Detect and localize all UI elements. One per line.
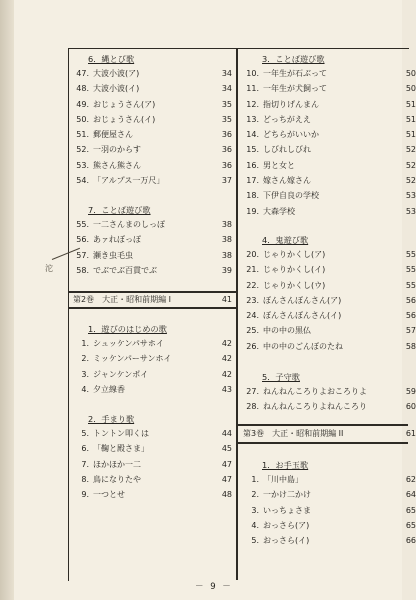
- left-column-v2s1: [68, 322, 236, 397]
- section-list-otedama: [238, 472, 416, 548]
- entry-title: 下伊自良の学校: [263, 191, 319, 201]
- toc-entry: [238, 247, 416, 262]
- entry-page: 62: [405, 475, 416, 484]
- toc-entry: [238, 384, 416, 399]
- entry-page: 53: [405, 191, 416, 201]
- toc-entry: [238, 533, 416, 548]
- section-list-nawatobi: [68, 66, 236, 188]
- entry-page: 48: [221, 490, 232, 500]
- entry-page: 55: [405, 265, 416, 275]
- toc-entry: [68, 97, 236, 112]
- entry-title: ぼんさんぼんさん(ア): [263, 295, 342, 305]
- entry-number: 4.: [251, 520, 259, 530]
- toc-entry: [68, 158, 236, 173]
- toc-entry: [68, 217, 236, 232]
- toc-entry: [238, 142, 416, 157]
- entry-number: 26.: [246, 341, 259, 351]
- entry-page: 65: [405, 505, 416, 515]
- entry-number: 18.: [246, 191, 259, 201]
- entry-page: 50: [405, 84, 416, 94]
- entry-title: 「川中島」: [263, 475, 303, 484]
- entry-page: 42: [221, 354, 232, 364]
- toc-entry: [68, 112, 236, 127]
- entry-number: 7.: [81, 459, 89, 469]
- entry-number: 57.: [76, 250, 89, 260]
- entry-title: 熊さん熊さん: [93, 160, 141, 170]
- entry-title: 一つとせ: [93, 490, 125, 500]
- entry-title: 中の中のごんぼのたね: [263, 341, 343, 351]
- entry-page: 43: [221, 384, 232, 394]
- entry-title: 一年生が犬飼って: [263, 84, 327, 94]
- entry-number: 1.: [251, 475, 259, 484]
- right-column-v3s1: [238, 458, 416, 548]
- toc-entry: [238, 399, 416, 414]
- right-column: [238, 52, 416, 219]
- entry-title: 瀬き虫毛虫: [93, 250, 133, 260]
- entry-page: 47: [221, 459, 232, 469]
- entry-number: 51.: [76, 130, 89, 140]
- entry-number: 21.: [246, 265, 259, 275]
- toc-entry: [68, 426, 236, 441]
- entry-title: でぶでぶ百貫でぶ: [93, 265, 157, 275]
- entry-page: 51: [405, 99, 416, 109]
- section-title-otedama: 1．お手玉歌: [262, 460, 309, 470]
- entry-number: 58.: [76, 265, 89, 275]
- volume-3-page: 61: [405, 429, 416, 438]
- entry-number: 22.: [246, 280, 259, 290]
- entry-page: 38: [221, 220, 232, 229]
- volume-2-header: [68, 292, 236, 308]
- right-column-sec4: [238, 233, 416, 354]
- left-column-sec7: [68, 203, 236, 278]
- entry-number: 2.: [81, 354, 89, 364]
- entry-title: どちらがいいか: [263, 130, 319, 140]
- entry-title: 大波小波(イ): [93, 84, 140, 94]
- entry-title: ねんねんころりよねんころり: [263, 402, 367, 412]
- entry-title: あァれぼっぽ: [93, 235, 141, 245]
- margin-annotation: 沱: [45, 264, 53, 273]
- entry-page: 45: [221, 444, 232, 454]
- entry-number: 10.: [246, 69, 259, 78]
- entry-title: じゃりかくし(イ): [263, 265, 326, 275]
- toc-entry: [238, 308, 416, 323]
- entry-title: 夕立線香: [93, 384, 125, 394]
- entry-title: 大森学校: [263, 206, 295, 216]
- toc-entry: [238, 487, 416, 502]
- entry-title: 大波小波(ア): [93, 69, 140, 78]
- entry-title: 嫁さん嫁さん: [263, 176, 311, 186]
- page-number: － 9 －: [195, 582, 233, 592]
- section-list-komori: [238, 384, 416, 415]
- entry-title: どっちがええ: [263, 114, 311, 124]
- entry-number: 54.: [76, 176, 89, 186]
- entry-number: 3.: [81, 369, 89, 379]
- section-title-oni-asobi: 4．鬼遊び歌: [262, 235, 309, 245]
- section-list-kotoba-asobi-2: [238, 66, 416, 219]
- entry-page: 59: [405, 387, 416, 396]
- toc-entry: [68, 367, 236, 382]
- entry-title: ぼんさんぼんさん(イ): [263, 311, 342, 321]
- volume-2-row: [68, 292, 236, 308]
- entry-number: 6.: [81, 444, 89, 454]
- entry-number: 16.: [246, 160, 259, 170]
- entry-page: 56: [405, 295, 416, 305]
- entry-title: ねんねんころりよおころりよ: [263, 387, 367, 396]
- entry-title: 「アルプス一万尺」: [93, 176, 165, 186]
- entry-title: しびれしびれ: [263, 145, 311, 155]
- section-title-kotoba-asobi-2: 3．ことば遊び歌: [262, 54, 325, 64]
- entry-page: 34: [221, 69, 232, 78]
- entry-number: 17.: [246, 176, 259, 186]
- entry-number: 8.: [81, 474, 89, 484]
- entry-page: 36: [221, 160, 232, 170]
- entry-title: シュッケンパサホイ: [93, 339, 164, 348]
- toc-entry: [68, 441, 236, 456]
- entry-number: 48.: [76, 84, 89, 94]
- section-title-asobi-hajime: 1．遊びのはじめの歌: [88, 324, 167, 334]
- entry-title: じゃりかくし(ア): [263, 250, 326, 259]
- left-column-v2s2: [68, 412, 236, 502]
- entry-page: 55: [405, 280, 416, 290]
- entry-number: 50.: [76, 114, 89, 124]
- entry-title: ミッケンパーサンホイ: [93, 354, 172, 364]
- section-list-asobi-hajime: [68, 336, 236, 397]
- section-list-oni-asobi: [238, 247, 416, 354]
- section-list-temari: [68, 426, 236, 502]
- entry-page: 65: [405, 520, 416, 530]
- entry-page: 50: [405, 69, 416, 78]
- entry-number: 49.: [76, 99, 89, 109]
- entry-page: 47: [221, 474, 232, 484]
- toc-entry: [68, 248, 236, 263]
- toc-entry: [238, 262, 416, 277]
- entry-title: おっさら(イ): [263, 536, 310, 546]
- rule-vol3-bottom: [238, 442, 408, 444]
- entry-number: 15.: [246, 145, 259, 155]
- toc-entry: [68, 232, 236, 247]
- entry-number: 3.: [251, 505, 259, 515]
- entry-page: 66: [405, 536, 416, 546]
- entry-title: 郵便屋さん: [93, 130, 133, 140]
- toc-entry: [68, 351, 236, 366]
- toc-entry: [68, 127, 236, 142]
- entry-number: 11.: [246, 84, 259, 94]
- toc-entry: [68, 457, 236, 472]
- entry-number: 5.: [81, 429, 89, 438]
- toc-entry: [238, 204, 416, 219]
- entry-title: おっさら(ア): [263, 520, 310, 530]
- volume-3-title: 第3巻 大正・昭和前期編 II: [243, 429, 344, 438]
- entry-page: 51: [405, 114, 416, 124]
- toc-entry: [238, 81, 416, 96]
- volume-3-row: [238, 426, 416, 442]
- entry-page: 60: [405, 402, 416, 412]
- entry-title: 鳥になりたや: [93, 474, 141, 484]
- entry-page: 36: [221, 130, 232, 140]
- entry-title: いっちょさま: [263, 505, 311, 515]
- entry-number: 9.: [81, 490, 89, 500]
- entry-title: 一かけ二かけ: [263, 490, 311, 500]
- toc-entry: [238, 173, 416, 188]
- toc-entry: [68, 336, 236, 351]
- entry-number: 25.: [246, 326, 259, 336]
- entry-page: 56: [405, 311, 416, 321]
- entry-number: 20.: [246, 250, 259, 259]
- toc-entry: [238, 278, 416, 293]
- section-list-kotoba-asobi: [68, 217, 236, 278]
- section-title-nawatobi: 6．縄とび歌: [88, 54, 135, 64]
- toc-entry: [238, 503, 416, 518]
- entry-page: 55: [405, 250, 416, 259]
- entry-title: トントン叩くは: [93, 429, 149, 438]
- entry-page: 58: [405, 341, 416, 351]
- entry-number: 56.: [76, 235, 89, 245]
- entry-title: 一二さんまのしっぽ: [93, 220, 165, 229]
- toc-entry: [238, 112, 416, 127]
- entry-number: 4.: [81, 384, 89, 394]
- toc-entry: [68, 487, 236, 502]
- entry-number: 5.: [251, 536, 259, 546]
- entry-page: 64: [405, 490, 416, 500]
- entry-title: 男と女と: [263, 160, 295, 170]
- toc-entry: [238, 66, 416, 81]
- entry-page: 35: [221, 99, 232, 109]
- entry-title: ほかほか一二: [93, 459, 141, 469]
- entry-number: 53.: [76, 160, 89, 170]
- entry-title: 指切りげんまん: [263, 99, 319, 109]
- entry-number: 24.: [246, 311, 259, 321]
- entry-page: 42: [221, 369, 232, 379]
- toc-entry: [68, 66, 236, 81]
- volume-2-page: 41: [221, 295, 232, 304]
- toc-entry: [238, 293, 416, 308]
- volume-2-title: 第2巻 大正・昭和前期編 I: [73, 295, 171, 304]
- entry-title: 一年生が石ぶって: [263, 69, 327, 78]
- entry-number: 1.: [81, 339, 89, 348]
- toc-entry: [238, 127, 416, 142]
- entry-page: 51: [405, 130, 416, 140]
- toc-entry: [238, 472, 416, 487]
- toc-entry: [68, 173, 236, 188]
- entry-page: 38: [221, 235, 232, 245]
- toc-entry: [68, 472, 236, 487]
- entry-number: 19.: [246, 206, 259, 216]
- entry-title: おじょうさん(ア): [93, 99, 156, 109]
- toc-entry: [238, 339, 416, 354]
- entry-title: ジャンケンポイ: [93, 369, 149, 379]
- toc-entry: [68, 81, 236, 96]
- entry-title: おじょうさん(イ): [93, 114, 156, 124]
- entry-page: 52: [405, 160, 416, 170]
- toc-entry: [238, 97, 416, 112]
- entry-page: 39: [221, 265, 232, 275]
- entry-number: 47.: [76, 69, 89, 78]
- left-column: [68, 52, 236, 188]
- toc-entry: [68, 263, 236, 278]
- entry-page: 52: [405, 145, 416, 155]
- toc-entry: [238, 518, 416, 533]
- section-title-temari: 2．手まり歌: [88, 414, 135, 424]
- entry-page: 53: [405, 206, 416, 216]
- entry-number: 12.: [246, 99, 259, 109]
- entry-page: 36: [221, 145, 232, 155]
- entry-title: 中の中の黒仏: [263, 326, 311, 336]
- entry-page: 42: [221, 339, 232, 348]
- entry-page: 44: [221, 429, 232, 438]
- entry-page: 34: [221, 84, 232, 94]
- entry-number: 2.: [251, 490, 259, 500]
- entry-number: 27.: [246, 387, 259, 396]
- entry-page: 35: [221, 114, 232, 124]
- entry-number: 23.: [246, 295, 259, 305]
- entry-number: 55.: [76, 220, 89, 229]
- entry-page: 52: [405, 176, 416, 186]
- entry-number: 14.: [246, 130, 259, 140]
- entry-number: 52.: [76, 145, 89, 155]
- section-title-kotoba-asobi: 7．ことば遊び歌: [88, 205, 151, 215]
- entry-page: 37: [221, 176, 232, 186]
- toc-entry: [238, 188, 416, 203]
- entry-title: じゃりかくし(ウ): [263, 280, 326, 290]
- toc-entry: [68, 142, 236, 157]
- toc-entry: [238, 323, 416, 338]
- toc-entry: [68, 382, 236, 397]
- entry-title: 「鞠と殿さま」: [93, 444, 149, 454]
- entry-number: 28.: [246, 402, 259, 412]
- toc-entry: [238, 158, 416, 173]
- volume-3-header: [238, 426, 416, 442]
- right-column-sec5: [238, 370, 416, 415]
- entry-title: 一羽のからす: [93, 145, 141, 155]
- entry-number: 13.: [246, 114, 259, 124]
- entry-page: 57: [405, 326, 416, 336]
- entry-page: 38: [221, 250, 232, 260]
- section-title-komori: 5．子守歌: [262, 372, 300, 382]
